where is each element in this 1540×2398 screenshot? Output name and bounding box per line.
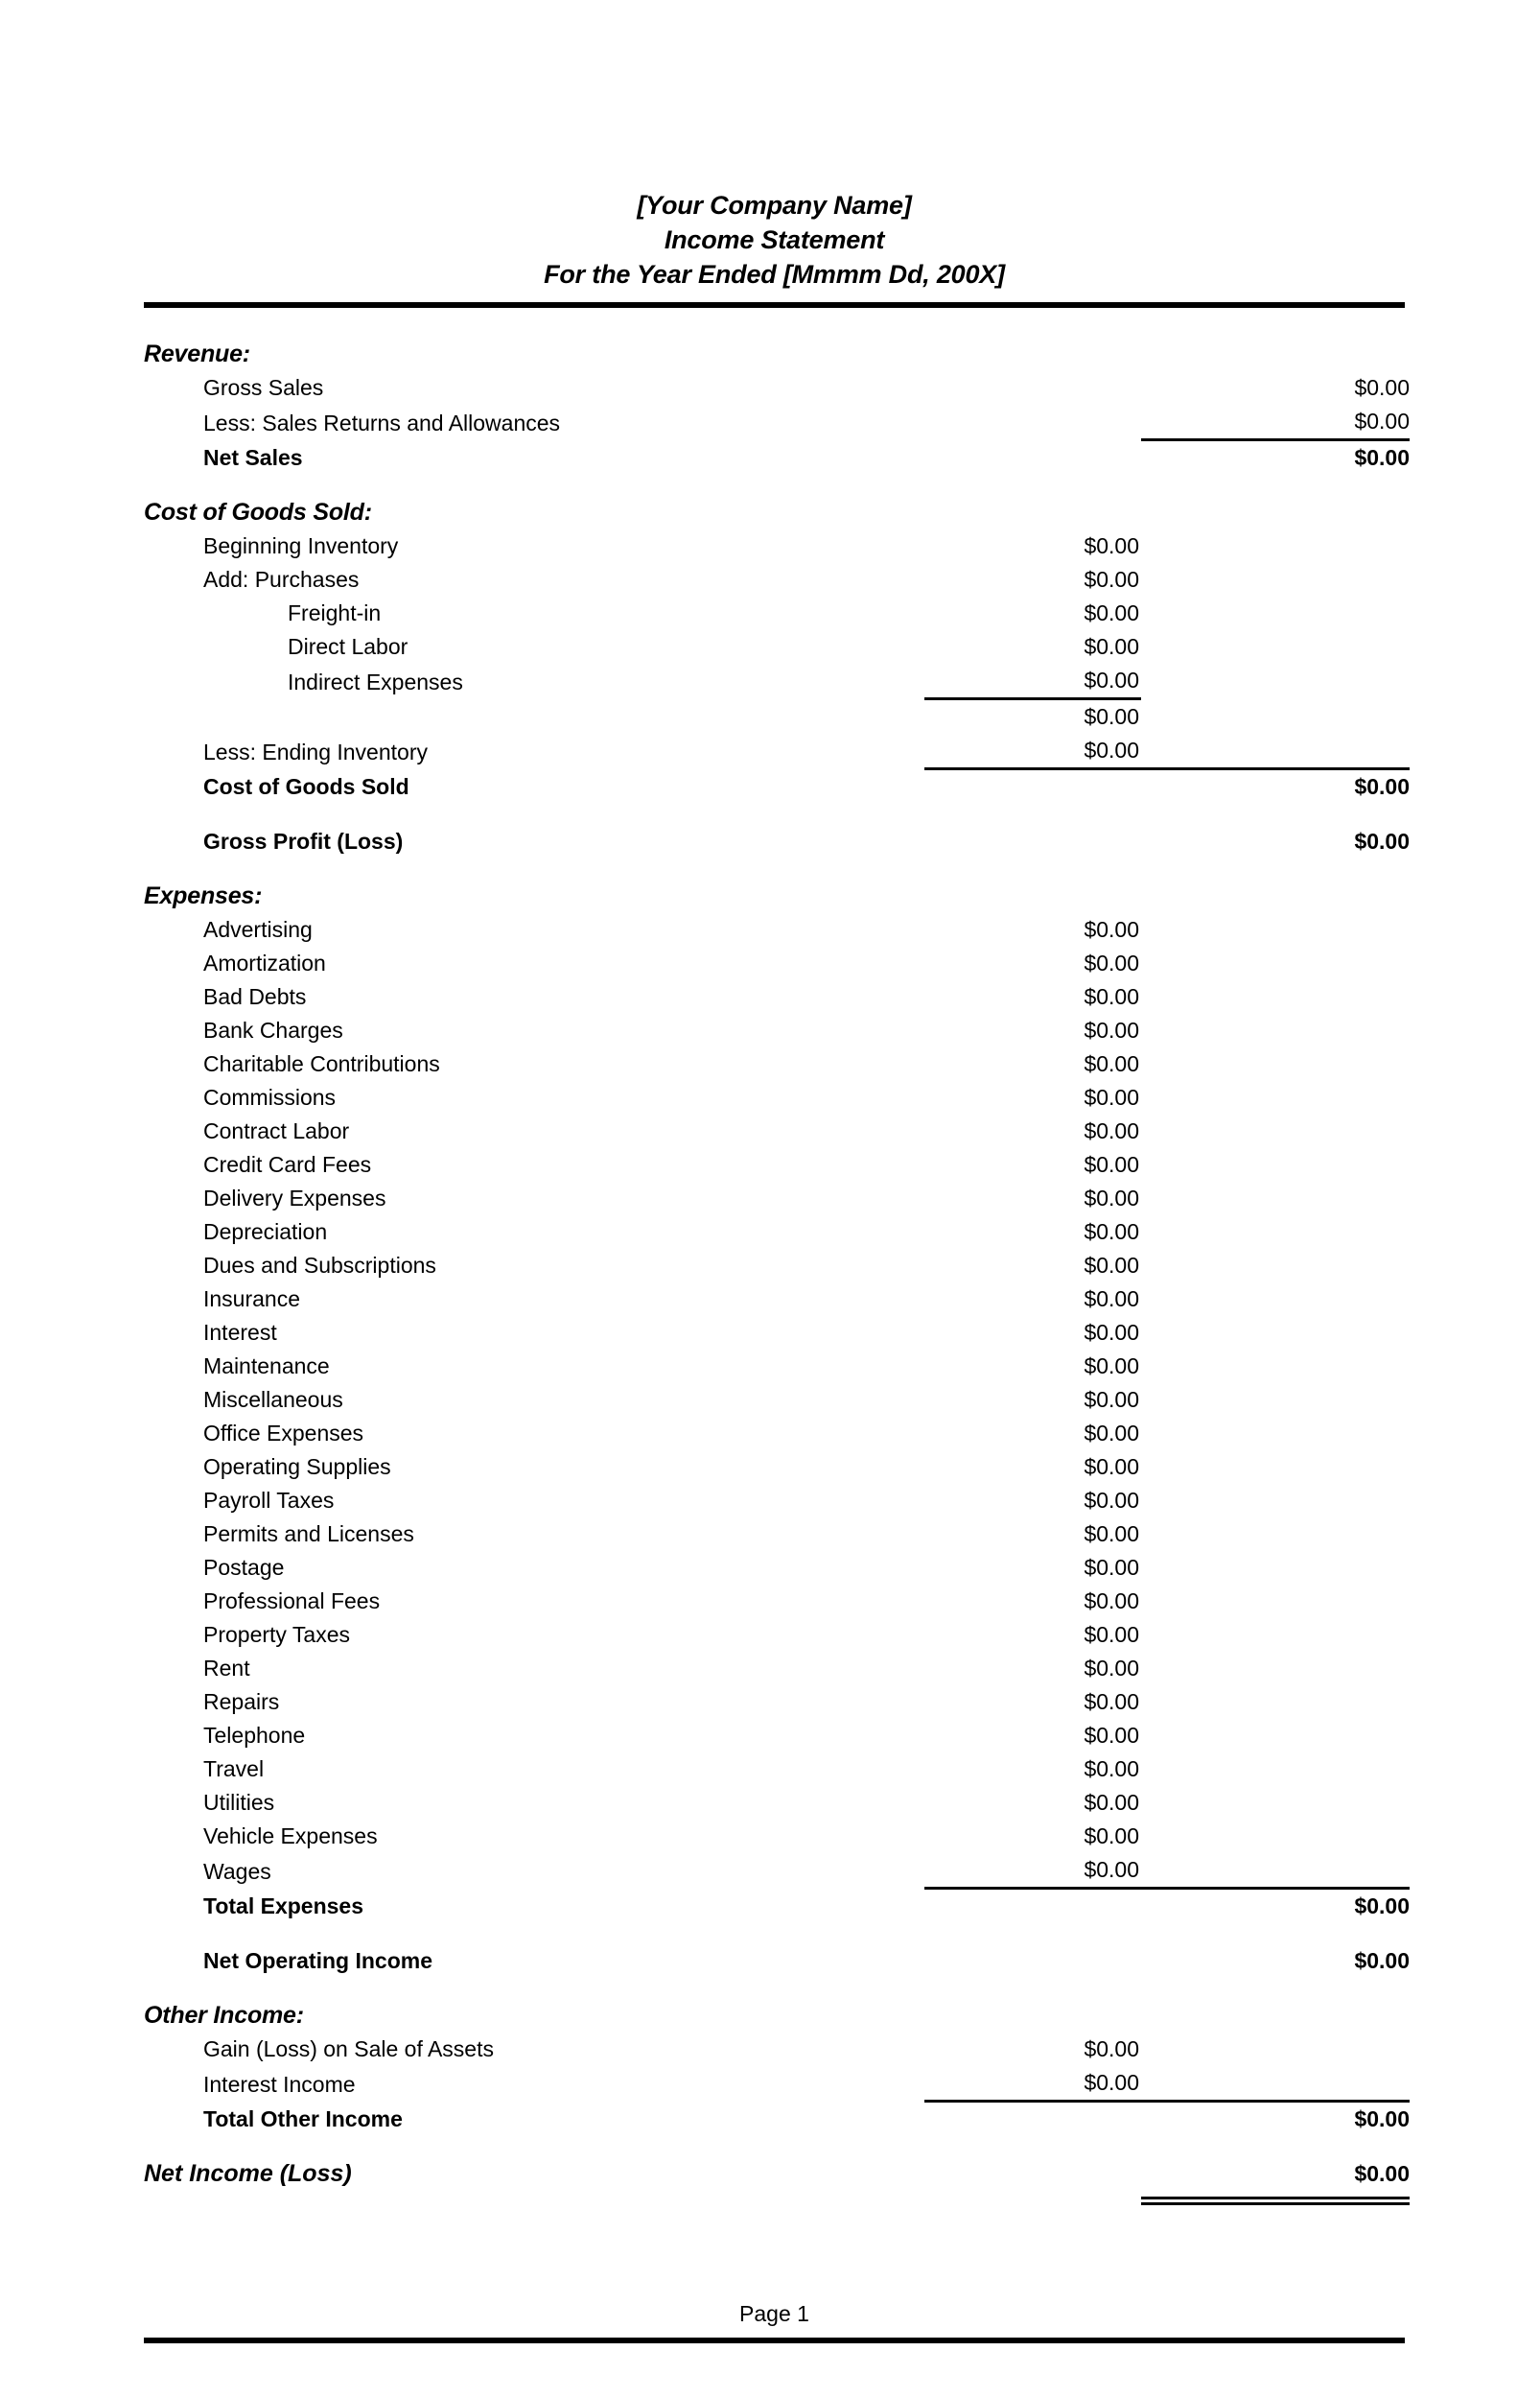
row-label: Repairs [203,1689,280,1714]
row-amount-inner: $0.00 [1084,1488,1139,1513]
goods-available-subtotal-row [144,699,1410,735]
row-label: Vehicle Expenses [203,1823,378,1848]
table-row [144,1786,1410,1820]
row-label: Commissions [203,1085,337,1110]
row-amount-inner: $0.00 [924,699,1141,735]
row-amount-outer-empty [1141,1719,1410,1752]
row-amount-outer-empty [1141,1249,1410,1282]
row-amount-inner: $0.00 [1084,634,1139,659]
footer-rule [144,2338,1405,2343]
gross-profit-row [144,825,1410,858]
row-label: Maintenance [203,1353,330,1378]
row-amount-inner: $0.00 [1084,1689,1139,1714]
row-amount-inner: $0.00 [1084,1454,1139,1479]
row-amount-inner: $0.00 [1084,1723,1139,1748]
row-label: Telephone [203,1723,306,1748]
page-number: Page 1 [739,2301,809,2326]
row-amount-outer-empty [1141,1685,1410,1719]
table-row [144,1282,1410,1316]
net-income-label: Net Income (Loss) [144,2160,352,2187]
total-expenses-row [144,1889,1410,1924]
statement-type-line: Income Statement [664,225,885,254]
subtotal-row [144,440,1410,476]
table-row [144,2066,1410,2102]
net-operating-income-label: Net Operating Income [203,1948,432,1973]
expense-item-list [144,913,1410,1889]
row-amount-outer-empty [1141,1047,1410,1081]
row-label: Miscellaneous [203,1387,343,1412]
expenses-inner-close-rule [924,1889,1141,1924]
spacer-row [144,475,1410,496]
spacer-row [144,804,1410,825]
row-amount-outer-empty [1141,1752,1410,1786]
row-amount-inner: $0.00 [1084,1555,1139,1580]
row-amount-inner: $0.00 [1084,917,1139,942]
row-label: Travel [203,1756,265,1781]
row-amount-inner: $0.00 [1084,1756,1139,1781]
row-amount-inner: $0.00 [1084,1521,1139,1546]
table-row [144,1148,1410,1182]
row-amount-inner: $0.00 [1084,2036,1139,2061]
other-income-inner-close-rule [924,2102,1141,2137]
spacer-row [144,1923,1410,1944]
row-amount-outer-empty [1141,1551,1410,1585]
row-label: Payroll Taxes [203,1488,335,1513]
row-label: Less: Sales Returns and Allowances [203,410,561,435]
row-amount-outer: $0.00 [1141,440,1410,476]
row-label: Interest Income [203,2071,356,2097]
row-amount-inner: $0.00 [1084,1857,1139,1882]
row-amount-outer: $0.00 [1141,769,1410,805]
row-label: Amortization [203,951,326,976]
row-label: Bad Debts [203,984,307,1009]
row-label: Bank Charges [203,1018,343,1043]
table-row [144,1081,1410,1115]
row-amount-outer-empty [1141,1618,1410,1652]
row-amount-inner: $0.00 [1084,1152,1139,1177]
table-row [144,630,1410,664]
statement-table [144,338,1410,2191]
row-amount-outer-empty [1141,1081,1410,1115]
table-row [144,371,1410,405]
table-row [144,734,1410,769]
row-label: Wages [203,1858,271,1884]
section-header-row [144,338,1410,371]
table-row [144,1450,1410,1484]
total-other-income-row [144,2102,1410,2137]
row-label: Professional Fees [203,1588,381,1613]
row-amount-outer-empty [1141,1652,1410,1685]
row-label: Indirect Expenses [288,669,463,694]
row-label: Postage [203,1555,285,1580]
total-other-income-label: Total Other Income [203,2106,403,2131]
row-amount-inner: $0.00 [1084,1588,1139,1613]
row-amount-outer: $0.00 [1354,409,1410,434]
row-label: Rent [203,1656,250,1681]
row-amount-inner: $0.00 [1084,951,1139,976]
table-row [144,1551,1410,1585]
spacer-row [144,2136,1410,2157]
revenue-heading: Revenue: [144,341,250,367]
table-row [144,1215,1410,1249]
row-label: Direct Labor [288,634,408,659]
row-label: Credit Card Fees [203,1152,372,1177]
table-row [144,1014,1410,1047]
row-amount-inner: $0.00 [1084,1186,1139,1211]
row-label: Office Expenses [203,1421,364,1446]
table-row [144,405,1410,440]
expenses-heading: Expenses: [144,882,263,909]
table-row [144,1517,1410,1551]
row-amount-outer-empty [1141,913,1410,947]
table-row [144,1752,1410,1786]
table-row [144,1417,1410,1450]
total-other-income-amount: $0.00 [1141,2102,1410,2137]
table-row [144,1316,1410,1350]
row-label: Less: Ending Inventory [203,739,428,764]
net-income-row [144,2157,1410,2191]
row-amount-outer-empty [1141,980,1410,1014]
row-label: Utilities [203,1790,275,1815]
table-row [144,563,1410,597]
row-amount-inner: $0.00 [1084,1085,1139,1110]
spacer-row [144,1978,1410,1999]
row-amount-inner: $0.00 [1084,1118,1139,1143]
table-row [144,1685,1410,1719]
row-label: Gain (Loss) on Sale of Assets [203,2036,494,2061]
row-amount-inner: $0.00 [1084,1421,1139,1446]
row-amount-inner: $0.00 [1084,1018,1139,1043]
table-row [144,1383,1410,1417]
row-label [144,699,924,735]
table-row [144,1585,1410,1618]
section-header-row [144,880,1410,913]
row-amount-inner: $0.00 [1084,1253,1139,1278]
row-amount-inner: $0.00 [1084,1320,1139,1345]
row-amount-outer-empty [1141,1182,1410,1215]
row-amount-inner: $0.00 [1084,1286,1139,1311]
row-amount-inner: $0.00 [1084,1387,1139,1412]
table-row [144,529,1410,563]
row-label: Add: Purchases [203,567,360,592]
table-row [144,947,1410,980]
table-row [144,597,1410,630]
row-amount-outer-empty [1141,1350,1410,1383]
company-name-line: [Your Company Name] [637,191,912,220]
row-amount-inner: $0.00 [1084,738,1139,763]
table-row [144,1719,1410,1752]
row-amount-inner: $0.00 [1084,1622,1139,1647]
other-income-heading: Other Income: [144,2002,304,2029]
row-label: Permits and Licenses [203,1521,414,1546]
row-amount-outer-empty [1141,947,1410,980]
table-row [144,913,1410,947]
cogs-heading: Cost of Goods Sold: [144,499,372,526]
row-label: Freight-in [288,600,382,625]
row-amount-inner: $0.00 [1084,1823,1139,1848]
row-amount-outer-empty [1141,1853,1410,1889]
table-row [144,1484,1410,1517]
gross-profit-label: Gross Profit (Loss) [203,829,404,854]
row-amount-outer-empty [1141,1517,1410,1551]
net-operating-income-amount: $0.00 [1354,1948,1410,1973]
row-amount-inner: $0.00 [1084,600,1139,625]
row-label: Interest [203,1320,277,1345]
period-line: For the Year Ended [Mmmm Dd, 200X] [544,260,1005,289]
row-label: Charitable Contributions [203,1051,440,1076]
row-amount-outer: $0.00 [1354,375,1410,400]
table-row [144,1182,1410,1215]
row-amount-inner: $0.00 [1084,1051,1139,1076]
row-amount-inner: $0.00 [1084,567,1139,592]
row-amount-outer-empty [1141,1484,1410,1517]
row-amount-outer-empty [1141,1585,1410,1618]
table-row [144,2033,1410,2066]
row-label: Insurance [203,1286,301,1311]
row-amount-inner: $0.00 [1084,1656,1139,1681]
net-income-amount: $0.00 [1141,2157,1410,2191]
row-amount-outer-empty [1141,1014,1410,1047]
row-amount-inner: $0.00 [1084,2070,1139,2095]
table-row [144,1115,1410,1148]
row-amount-inner: $0.00 [1084,1353,1139,1378]
row-amount-inner: $0.00 [1084,1219,1139,1244]
row-amount-outer-empty [1141,1148,1410,1182]
row-amount-outer-empty [1141,1282,1410,1316]
row-label: Depreciation [203,1219,328,1244]
table-row [144,980,1410,1014]
cogs-inner-close-rule [924,769,1141,805]
row-amount-outer-empty [1141,1215,1410,1249]
table-row [144,1249,1410,1282]
table-row [144,1618,1410,1652]
table-row [144,1820,1410,1853]
table-row [144,1047,1410,1081]
row-amount-outer-empty [1141,1450,1410,1484]
table-row [144,1652,1410,1685]
row-amount-outer-empty [1141,1115,1410,1148]
row-label: Beginning Inventory [203,533,399,558]
row-label: Cost of Goods Sold [203,774,409,799]
gross-profit-amount: $0.00 [1354,829,1410,854]
row-label: Net Sales [203,445,303,470]
table-row [144,1350,1410,1383]
row-label: Contract Labor [203,1118,350,1143]
section-header-row [144,1999,1410,2033]
row-amount-outer-empty [1141,1383,1410,1417]
header-rule [144,302,1405,308]
section-header-row [144,496,1410,529]
row-amount-outer-empty [1141,1417,1410,1450]
row-label: Dues and Subscriptions [203,1253,436,1278]
subtotal-row [144,769,1410,805]
row-amount-inner: $0.00 [1084,1790,1139,1815]
document-header [144,188,1405,292]
row-amount-outer-empty [1141,1786,1410,1820]
row-amount-outer-empty [1141,1316,1410,1350]
table-row [144,664,1410,699]
row-label: Delivery Expenses [203,1186,386,1211]
net-operating-income-row [144,1944,1410,1978]
row-label: Property Taxes [203,1622,350,1647]
row-amount-inner: $0.00 [1084,533,1139,558]
total-expenses-label: Total Expenses [203,1893,364,1918]
row-amount-inner: $0.00 [1084,984,1139,1009]
row-label: Advertising [203,917,313,942]
total-expenses-amount: $0.00 [1141,1889,1410,1924]
table-row [144,1853,1410,1889]
row-amount-inner: $0.00 [1084,668,1139,693]
row-label: Operating Supplies [203,1454,391,1479]
row-amount-outer-empty [1141,1820,1410,1853]
spacer-row [144,858,1410,880]
row-label: Gross Sales [203,375,324,400]
